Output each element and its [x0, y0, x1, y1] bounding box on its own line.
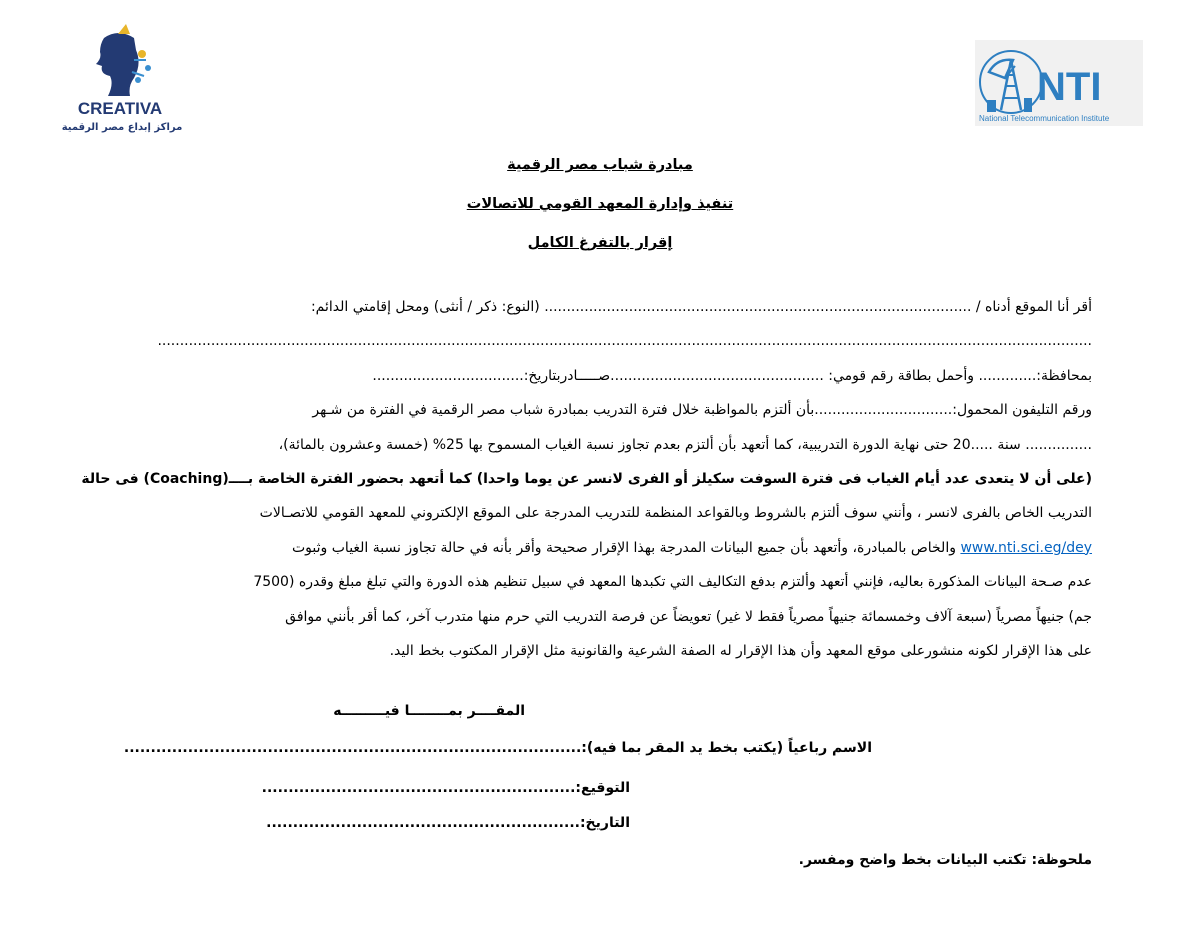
body-line-1: أقر أنا الموقع أدناه / ................................................................................................ (النوع: ذكر / أنثى) ومحل إقامتي الدائم: [310, 299, 1092, 315]
body-line-4: ورقم التليفون المحمول:...............................بأن ألتزم بالمواظبة خلال فترة التدريب بمبادرة شباب مصر الرقمية في الفترة من شـهر [312, 402, 1092, 419]
nti-logo [975, 40, 1143, 126]
body-line-2: .................................................................................................................................................................................................................. [157, 333, 1092, 350]
body-line-7-text: التدريب الخاص بالفرى لانسر ، وأنني سوف ألتزم بالشروط وبالقواعد المنظمة للتدريب المدرجة على الموقع الإلكتروني للمعهد القومي للاتصـالات [259, 505, 1092, 522]
institute-title: تنفيذ وإدارة المعهد القومي للاتصالات [466, 196, 734, 212]
nti-logo-subtitle: National Telecommunication Institute [979, 114, 1110, 123]
body-line-7 [108, 496, 1092, 530]
nti-website-link[interactable]: www.nti.sci.eg/dey [960, 539, 1092, 556]
date-field: التاريخ:........................................................... [266, 815, 630, 831]
declaration-title: إقرار بالتفرغ الكامل [527, 235, 673, 251]
nti-logo-text: NTI [1037, 65, 1102, 109]
body-line-3: بمحافظة:............. وأحمل بطاقة رقم قومي: ................................................صـــــادربتاريخ:.................................. [372, 367, 1092, 384]
body-line-9: عدم صـحة البيانات المذكورة بعاليه، فإنني أتعهد وألتزم بدفع التكاليف التي تكبدها المعهد في سبيل تنظيم هذه الدورة والتي تبلغ مبلغ وقدره (7500 [253, 574, 1092, 591]
note-text: ملحوظة: تكتب البيانات بخط واضح ومفسر. [798, 852, 1092, 868]
body-line-10: جم) جنيهاً مصرياً (سبعة آلاف وخمسمائة جنيهاً مصرياً فقط لا غير) تعويضاً عن فرصة التدريب التي حرم منها متدرب آخر، كما أقر بأنني موافق [285, 608, 1092, 625]
full-name-field: الاسم رباعياً (يكتب بخط يد المقر بما فيه):...................................................................................... [123, 740, 872, 756]
signature-field: التوقيع:........................................................... [261, 780, 630, 796]
creativa-logo [56, 20, 184, 136]
initiative-title: مبادرة شباب مصر الرقمية [507, 157, 693, 173]
body-line-11: على هذا الإقرار لكونه منشورعلى موقع المعهد وأن هذا الإقرار له الصفة الشرعية والقانونية مثل الإقرار المكتوب بخط اليد. [389, 642, 1092, 659]
declarer-label: المقــــر بمــــــــا فيـــــــــه [333, 703, 525, 719]
body-line-8-text: والخاص بالمبادرة، وأتعهد بأن جميع البيانات المدرجة بهذا الإقرار صحيحة وأقر بأنه في حالة تجاوز نسبة الغياب وثبوت [292, 539, 961, 556]
body-line-6: (على أن لا يتعدى عدد أيام الغياب فى فترة السوفت سكيلز أو الفرى لانسر عن يوما واحدا) كما أتعهد بحضور الفترة الخاصة بــــ(Coaching) فى حالة [81, 470, 1092, 487]
body-line-8 [108, 531, 1092, 565]
creativa-logo-subtitle: مراكز إبداع مصر الرقمية [61, 122, 183, 133]
body-line-5: ............... سنة .....20 حتى نهاية الدورة التدريبية، كما أتعهد بأن ألتزم بعدم تجاوز نسبة الغياب المسموح بها 25% (خمسة وعشرون بالمائة)، [278, 436, 1092, 453]
declaration-body [81, 290, 1092, 668]
creativa-logo-text: CREATIVA [77, 99, 163, 118]
